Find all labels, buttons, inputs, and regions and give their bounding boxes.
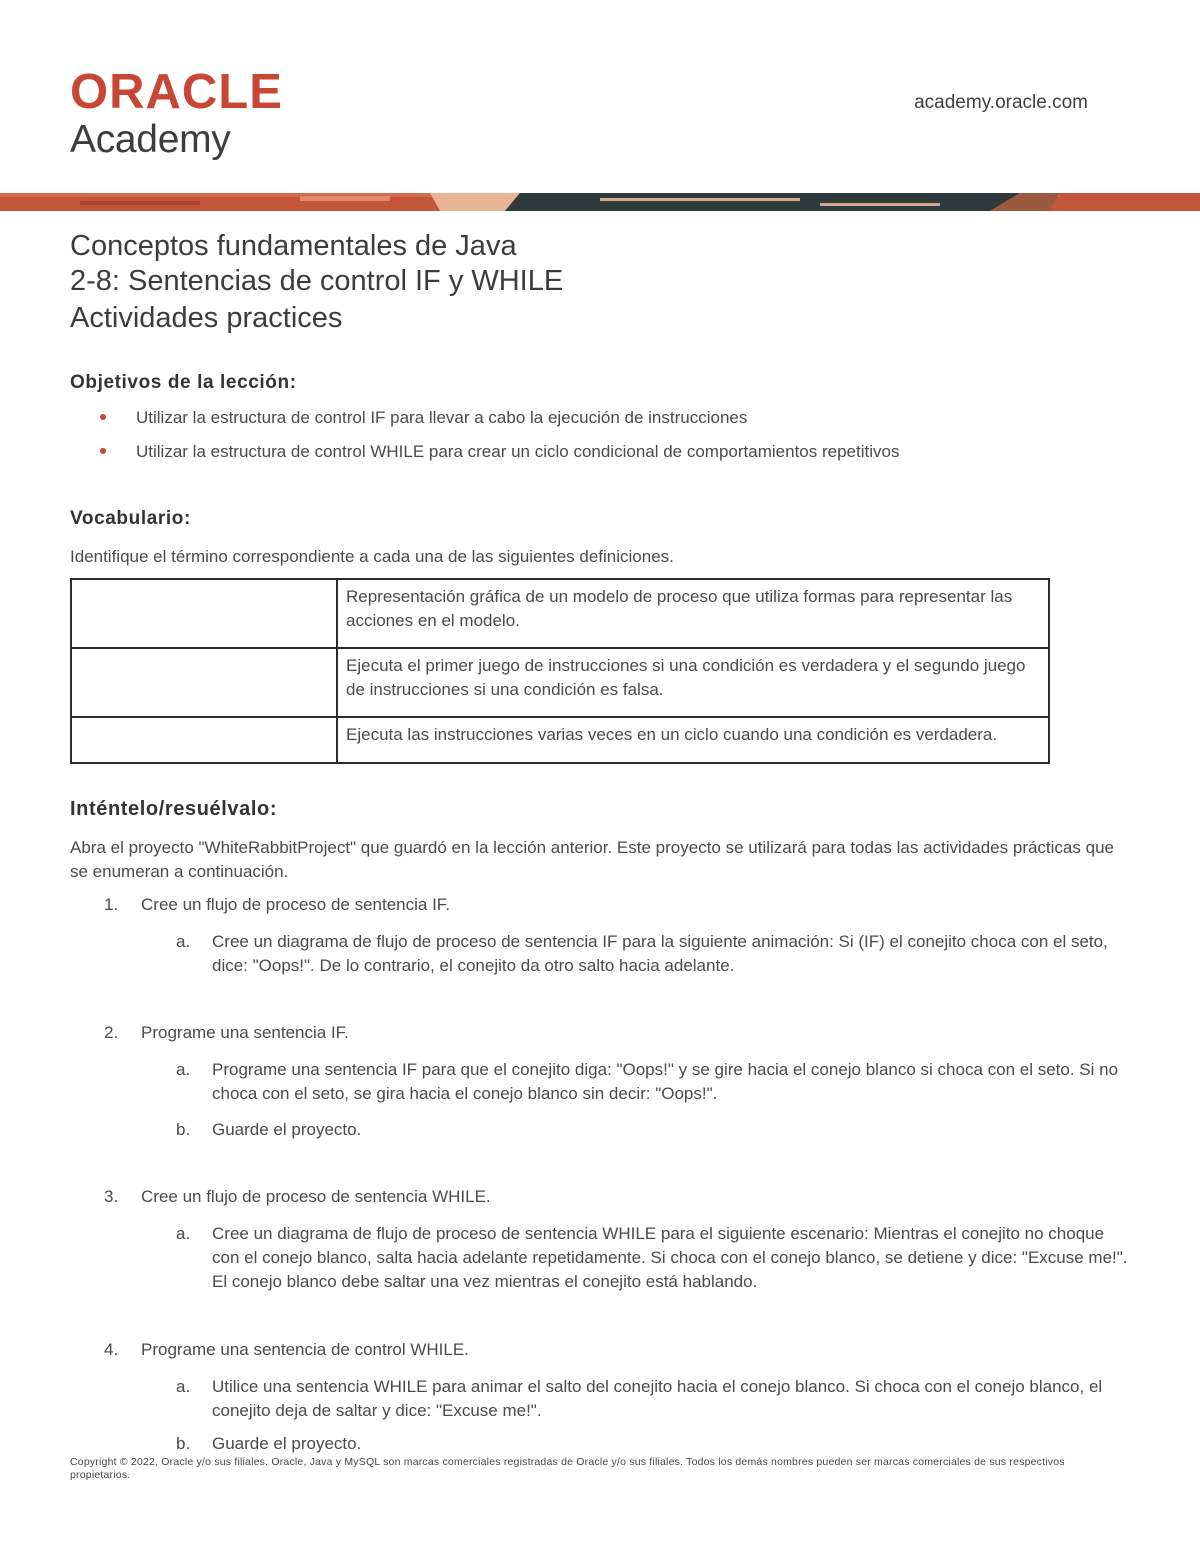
step-4b: b. Guarde el proyecto. [176,1434,362,1453]
objective-item: Utilizar la estructura de control IF para llevar a cabo la ejecución de instrucciones [100,408,747,428]
term-cell[interactable] [71,579,337,648]
term-cell[interactable] [71,717,337,763]
objective-item: Utilizar la estructura de control WHILE para crear un ciclo condicional de comportamientos repetitivos [100,442,899,462]
table-row [71,648,1049,717]
step-4a: a. Utilice una sentencia WHILE para animar el salto del conejito hacia el conejo blanco. Si choca con el conejo blanco, el conejito deja de saltar y dice: "Excuse me!". [176,1377,1103,1420]
try-it-intro: Abra el proyecto "WhiteRabbitProject" que guardó en la lección anterior. Este proyecto se utilizará para todas las actividades prácticas que se enumeran a continuación. [70,838,1114,881]
term-cell[interactable] [71,648,337,717]
step-4: 4. Programe una sentencia de control WHILE. [104,1340,469,1359]
step-2a: a. Programe una sentencia IF para que el conejito diga: "Oops!" y se gire hacia el conejo blanco si choca con el seto. Si no choca con el seto, se gira hacia el conejo blanco sin decir: "Oops!". [176,1060,1119,1103]
vocabulary-intro: Identifique el término correspondiente a cada una de las siguientes definiciones. [70,547,674,566]
activity-title: Actividades practices [70,302,343,334]
bullet-icon [100,448,106,454]
lesson-title: 2-8: Sentencias de control IF y WHILE [70,265,564,297]
step-2b: b. Guarde el proyecto. [176,1120,362,1139]
bullet-icon [100,414,106,420]
decorative-banner [0,193,1200,211]
step-3: 3. Cree un flujo de proceso de sentencia WHILE. [104,1187,491,1206]
objectives-heading: Objetivos de la lección: [70,372,297,393]
step-1a: a. Cree un diagrama de flujo de proceso de sentencia IF para la siguiente animación: Si (IF) el conejito choca con el seto, dice: "Oops!". De lo contrario, el conejito da otro salto hacia adelante. [176,932,1108,975]
svg-text:ORACLE: ORACLE [70,66,283,114]
vocabulary-heading: Vocabulario: [70,508,191,529]
try-it-heading: Inténtelo/resuélvalo: [70,798,278,820]
step-1: 1. Cree un flujo de proceso de sentencia IF. [104,895,451,914]
step-3a: a. Cree un diagrama de flujo de proceso de sentencia WHILE para el siguiente escenario: Mientras el conejito no choque con el conejo blanco, salta hacia adelante repetidamente. Si choca con el conejo blanco, se detiene y dice: "Excuse me!". El conejo blanco debe saltar una vez mientras el conejito está hablando. [176,1224,1128,1291]
table-row [71,717,1049,763]
vocabulary-table [70,578,1050,764]
site-url[interactable]: academy.oracle.com [914,92,1088,113]
definition-cell: Representación gráfica de un modelo de proceso que utiliza formas para representar las acciones en el modelo. [337,579,1049,648]
step-2: 2. Programe una sentencia IF. [104,1023,349,1042]
definition-cell: Ejecuta el primer juego de instrucciones si una condición es verdadera y el segundo juego de instrucciones si una condición es falsa. [337,648,1049,717]
oracle-logo [70,66,350,114]
table-row [71,579,1049,648]
academy-wordmark: Academy [70,118,231,161]
course-title: Conceptos fundamentales de Java [70,230,517,262]
copyright-notice: Copyright © 2022, Oracle y/o sus filiales. Oracle, Java y MySQL son marcas comerciales registradas de Oracle y/o sus filiales. Todos los demás nombres pueden ser marcas comerciales de sus respectivos propietarios. [70,1456,1065,1481]
definition-cell: Ejecuta las instrucciones varias veces en un ciclo cuando una condición es verdadera. [337,717,1049,763]
